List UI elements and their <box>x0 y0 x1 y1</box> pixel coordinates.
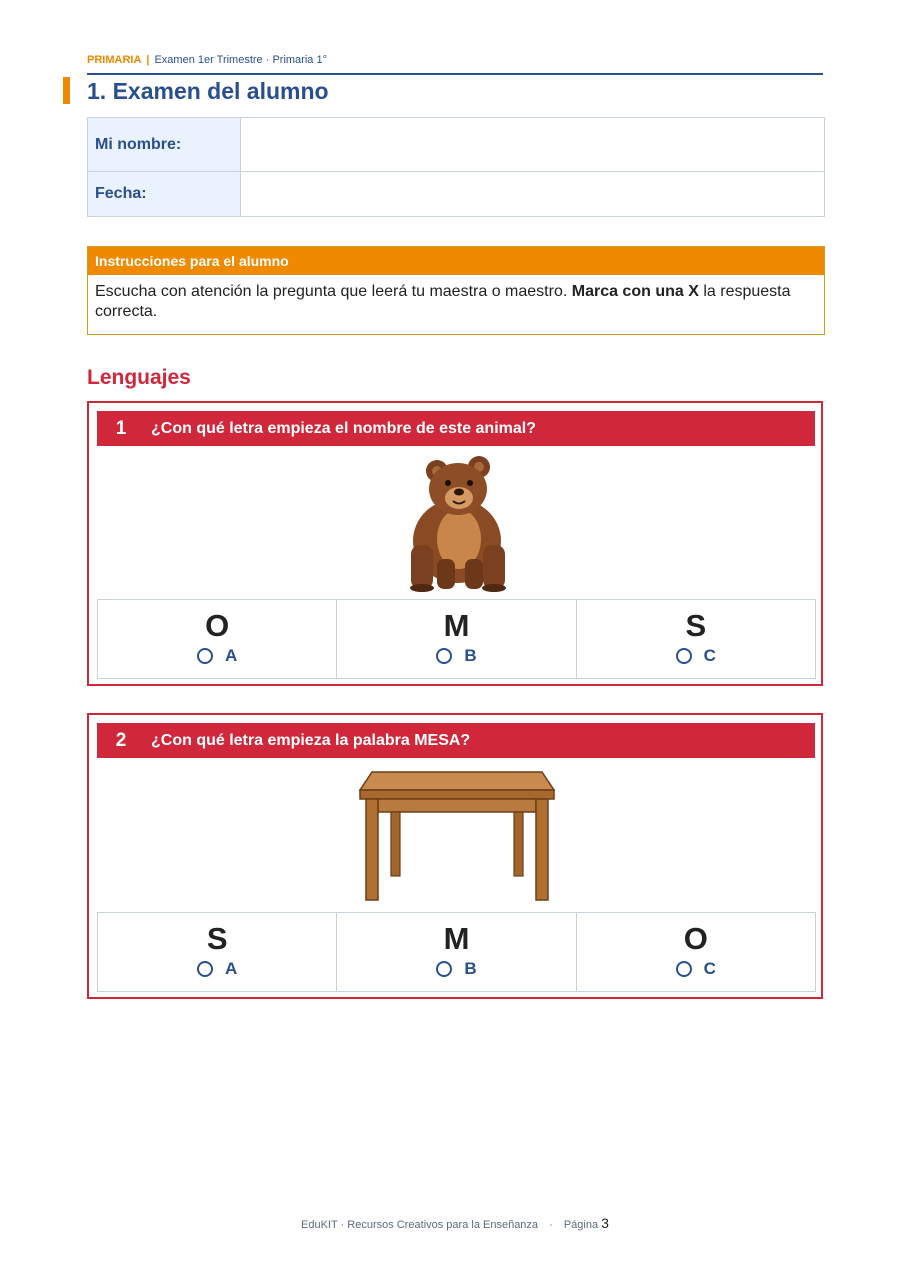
page-number: 3 <box>601 1215 609 1231</box>
bear-illustration-icon <box>403 453 511 593</box>
date-label: Fecha: <box>88 172 241 216</box>
question-text: ¿Con qué letra empieza la palabra MESA? <box>151 731 471 749</box>
option-choice[interactable] <box>197 959 237 979</box>
radio-circle-icon[interactable] <box>436 648 452 664</box>
radio-circle-icon[interactable] <box>676 961 692 977</box>
instructions-text-start: Escucha con atención la pregunta que leerá tu maestra o maestro. <box>95 283 572 300</box>
name-field[interactable] <box>241 118 824 171</box>
option-letter: S <box>685 608 707 643</box>
instructions-text <box>88 275 824 334</box>
option-a[interactable] <box>98 913 337 991</box>
radio-circle-icon[interactable] <box>197 648 213 664</box>
option-letter: O <box>683 921 708 956</box>
footer-page-label: Página <box>563 1219 599 1231</box>
option-b[interactable] <box>337 913 576 991</box>
instructions-text-bold: Marca con una X <box>571 283 699 300</box>
option-key: B <box>464 959 477 978</box>
answer-options <box>97 912 816 992</box>
question-header <box>97 723 815 758</box>
option-b[interactable] <box>337 600 576 678</box>
section-title: Lenguajes <box>87 366 191 389</box>
instructions-box <box>87 246 825 335</box>
option-letter: M <box>443 608 470 643</box>
radio-circle-icon[interactable] <box>676 648 692 664</box>
option-choice[interactable] <box>197 646 237 666</box>
header-rule <box>87 73 823 75</box>
header-separator: | <box>146 54 150 66</box>
option-key: B <box>464 646 477 665</box>
option-choice[interactable] <box>676 646 716 666</box>
radio-circle-icon[interactable] <box>436 961 452 977</box>
question-number: 2 <box>115 729 127 751</box>
page-header <box>87 54 327 66</box>
page-title: 1. Examen del alumno <box>87 78 329 104</box>
exam-info: Examen 1er Trimestre · Primaria 1° <box>154 54 327 66</box>
title-accent-bar <box>63 77 70 104</box>
option-key: C <box>703 959 716 978</box>
name-row <box>88 118 824 172</box>
option-key: A <box>225 959 238 978</box>
instructions-heading: Instrucciones para el alumno <box>88 247 824 275</box>
question-card-1 <box>87 401 823 686</box>
date-row <box>88 172 824 216</box>
question-number: 1 <box>115 417 127 439</box>
option-letter: O <box>205 608 230 643</box>
table-illustration-icon <box>358 770 556 902</box>
page-footer <box>0 1215 910 1231</box>
instructions-text-end: la respuesta correcta. <box>95 283 791 320</box>
option-key: A <box>225 646 238 665</box>
option-c[interactable] <box>577 600 815 678</box>
question-text: ¿Con qué letra empieza el nombre de este animal? <box>151 419 536 437</box>
footer-brand: EduKIT · Recursos Creativos para la Enseñanza <box>301 1219 539 1231</box>
date-field[interactable] <box>241 172 824 216</box>
footer-dot: · <box>549 1219 553 1231</box>
option-choice[interactable] <box>436 959 476 979</box>
name-label: Mi nombre: <box>88 118 241 171</box>
option-a[interactable] <box>98 600 337 678</box>
level-label: PRIMARIA <box>87 54 142 66</box>
option-letter: M <box>443 921 470 956</box>
student-info-table <box>87 117 825 217</box>
question-card-2 <box>87 713 823 999</box>
option-choice[interactable] <box>436 646 476 666</box>
option-choice[interactable] <box>676 959 716 979</box>
answer-options <box>97 599 816 679</box>
option-key: C <box>703 646 716 665</box>
radio-circle-icon[interactable] <box>197 961 213 977</box>
option-letter: S <box>206 921 228 956</box>
question-header <box>97 411 815 446</box>
option-c[interactable] <box>577 913 815 991</box>
